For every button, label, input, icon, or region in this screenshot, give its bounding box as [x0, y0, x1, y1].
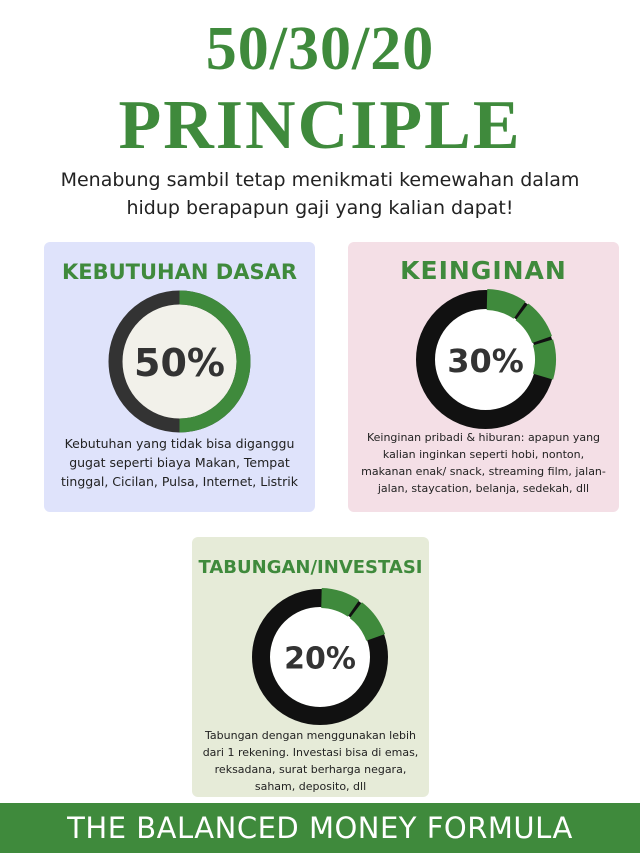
savings-donut-chart	[250, 587, 390, 727]
wants-card-title: KEINGINAN	[400, 256, 567, 285]
savings-card-title: TABUNGAN/INVESTASI	[198, 557, 423, 578]
needs-percent-label: 50%	[134, 341, 225, 385]
savings-description: Tabungan dengan menggunakan lebih dari 1 rekening. Investasi bisa di emas, reksadana, surat berharga negara, saham, deposito, dll	[202, 729, 419, 793]
savings-donut-segment	[321, 598, 353, 608]
needs-card	[44, 242, 315, 512]
savings-percent-label: 20%	[284, 641, 356, 677]
wants-donut-segment	[543, 342, 545, 376]
subtitle: Menabung sambil tetap menikmati kemewahan dalam hidup berapapun gaji yang kalian dapat!	[60, 169, 580, 219]
needs-card-title: KEBUTUHAN DASAR	[62, 260, 297, 284]
title-line-2: PRINCIPLE	[118, 87, 522, 164]
savings-card	[192, 537, 429, 797]
needs-description: Kebutuhan yang tidak bisa diganggu gugat seperti biaya Makan, Tempat tinggal, Cicilan, Pulsa, Internet, Listrik	[61, 436, 298, 489]
title-line-1: 50/30/20	[205, 15, 435, 83]
needs-donut-chart	[107, 289, 252, 434]
wants-description: Keinginan pribadi & hiburan: apapun yang kalian inginkan seperti hobi, nonton, makanan enak/ snack, streaming film, jalan-jalan, staycation, belanja, sedekah, dll	[361, 431, 606, 495]
wants-donut-segment	[487, 300, 520, 311]
wants-donut-chart	[413, 287, 558, 432]
footer-banner: THE BALANCED MONEY FORMULA	[0, 803, 640, 853]
wants-card	[348, 242, 619, 512]
wants-percent-label: 30%	[447, 342, 524, 380]
